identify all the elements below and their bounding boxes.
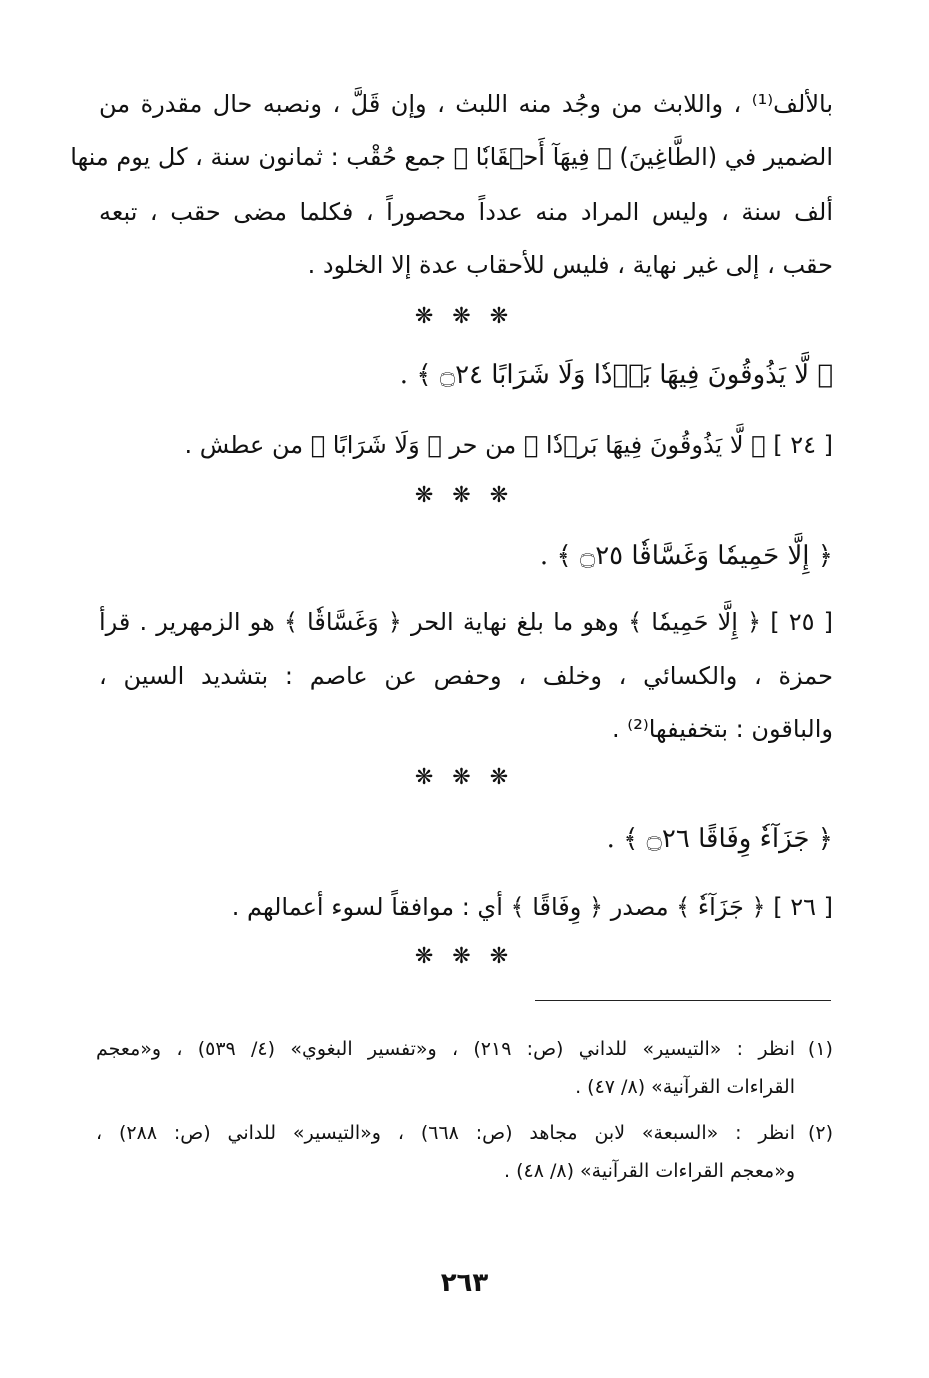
- verse-24: ﴿ لَّا يَذُوقُونَ فِيهَا بَرۡدٗا وَلَا شَرَابًا ۝٢٤ ﴾ .: [399, 360, 833, 390]
- section-separator: ❋ ❋ ❋: [414, 304, 515, 329]
- page-number: ٢٦٣: [440, 1268, 489, 1298]
- verse-25: ﴿ إِلَّا حَمِيمٗا وَغَسَّاقٗا ۝٢٥ ﴾ .: [539, 541, 833, 571]
- paragraph-line-4: حقب ، إلى غير نهاية ، فليس للأحقاب عدة إلا الخلود .: [307, 251, 833, 279]
- footnote-text: انظر : «التيسير» للداني (ص: ٢١٩) ، و«تفسير البغوي» (٤/ ٥٣٩) ، و«معجم: [96, 1038, 795, 1060]
- section-separator: ❋ ❋ ❋: [414, 944, 515, 969]
- commentary-24: [ ٢٤ ] ﴿ لَّا يَذُوقُونَ فِيهَا بَرۡدٗا ﴾ من حر ﴿ وَلَا شَرَابًا ﴾ من عطش .: [184, 431, 833, 459]
- commentary-25-line-3: والباقون : بتخفيفها⁽²⁾ .: [612, 715, 833, 743]
- verse-26: ﴿ جَزَآءٗ وِفَاقًا ۝٢٦ ﴾ .: [606, 824, 833, 854]
- paragraph-line-3: ألف سنة ، وليس المراد منه عدداً محصوراً ، فكلما مضى حقب ، تبعه: [99, 198, 833, 226]
- footnote-text: انظر : «السبعة» لابن مجاهد (ص: ٦٦٨) ، و«التيسير» للداني (ص: ٢٨٨) ،: [96, 1122, 795, 1144]
- section-separator: ❋ ❋ ❋: [414, 765, 515, 790]
- footnote-2: [96, 1124, 833, 1143]
- footnote-divider: [535, 1000, 831, 1001]
- footnote-number: (١): [807, 1038, 833, 1060]
- paragraph-line-1: بالألف⁽¹⁾ ، واللابث من وجُد منه اللبث ، وإن قَلَّ ، ونصبه حال مقدرة من: [99, 90, 833, 118]
- footnote-2-continuation: و«معجم القراءات القرآنية» (٨/ ٤٨) .: [504, 1160, 795, 1182]
- footnote-1-continuation: القراءات القرآنية» (٨/ ٤٧) .: [575, 1076, 795, 1098]
- commentary-25-line-1: [ ٢٥ ] ﴿ إِلَّا حَمِيمٗا ﴾ وهو ما بلغ نهاية الحر ﴿ وَغَسَّاقٗا ﴾ هو الزمهرير . قرأ: [99, 608, 833, 636]
- paragraph-line-2: الضمير في (الطَّاغِينَ) ﴿ فِيهَآ أَحۡقَابٗا ﴾ جمع حُقْب : ثمانون سنة ، كل يوم منها: [70, 143, 833, 171]
- footnote-1: [96, 1040, 833, 1059]
- commentary-25-line-2: حمزة ، والكسائي ، وخلف ، وحفص عن عاصم : بتشديد السين ،: [99, 662, 833, 690]
- footnote-number: (٢): [807, 1122, 833, 1144]
- section-separator: ❋ ❋ ❋: [414, 483, 515, 508]
- commentary-26: [ ٢٦ ] ﴿ جَزَآءٗ ﴾ مصدر ﴿ وِفَاقًا ﴾ أي : موافقاً لسوء أعمالهم .: [231, 893, 833, 921]
